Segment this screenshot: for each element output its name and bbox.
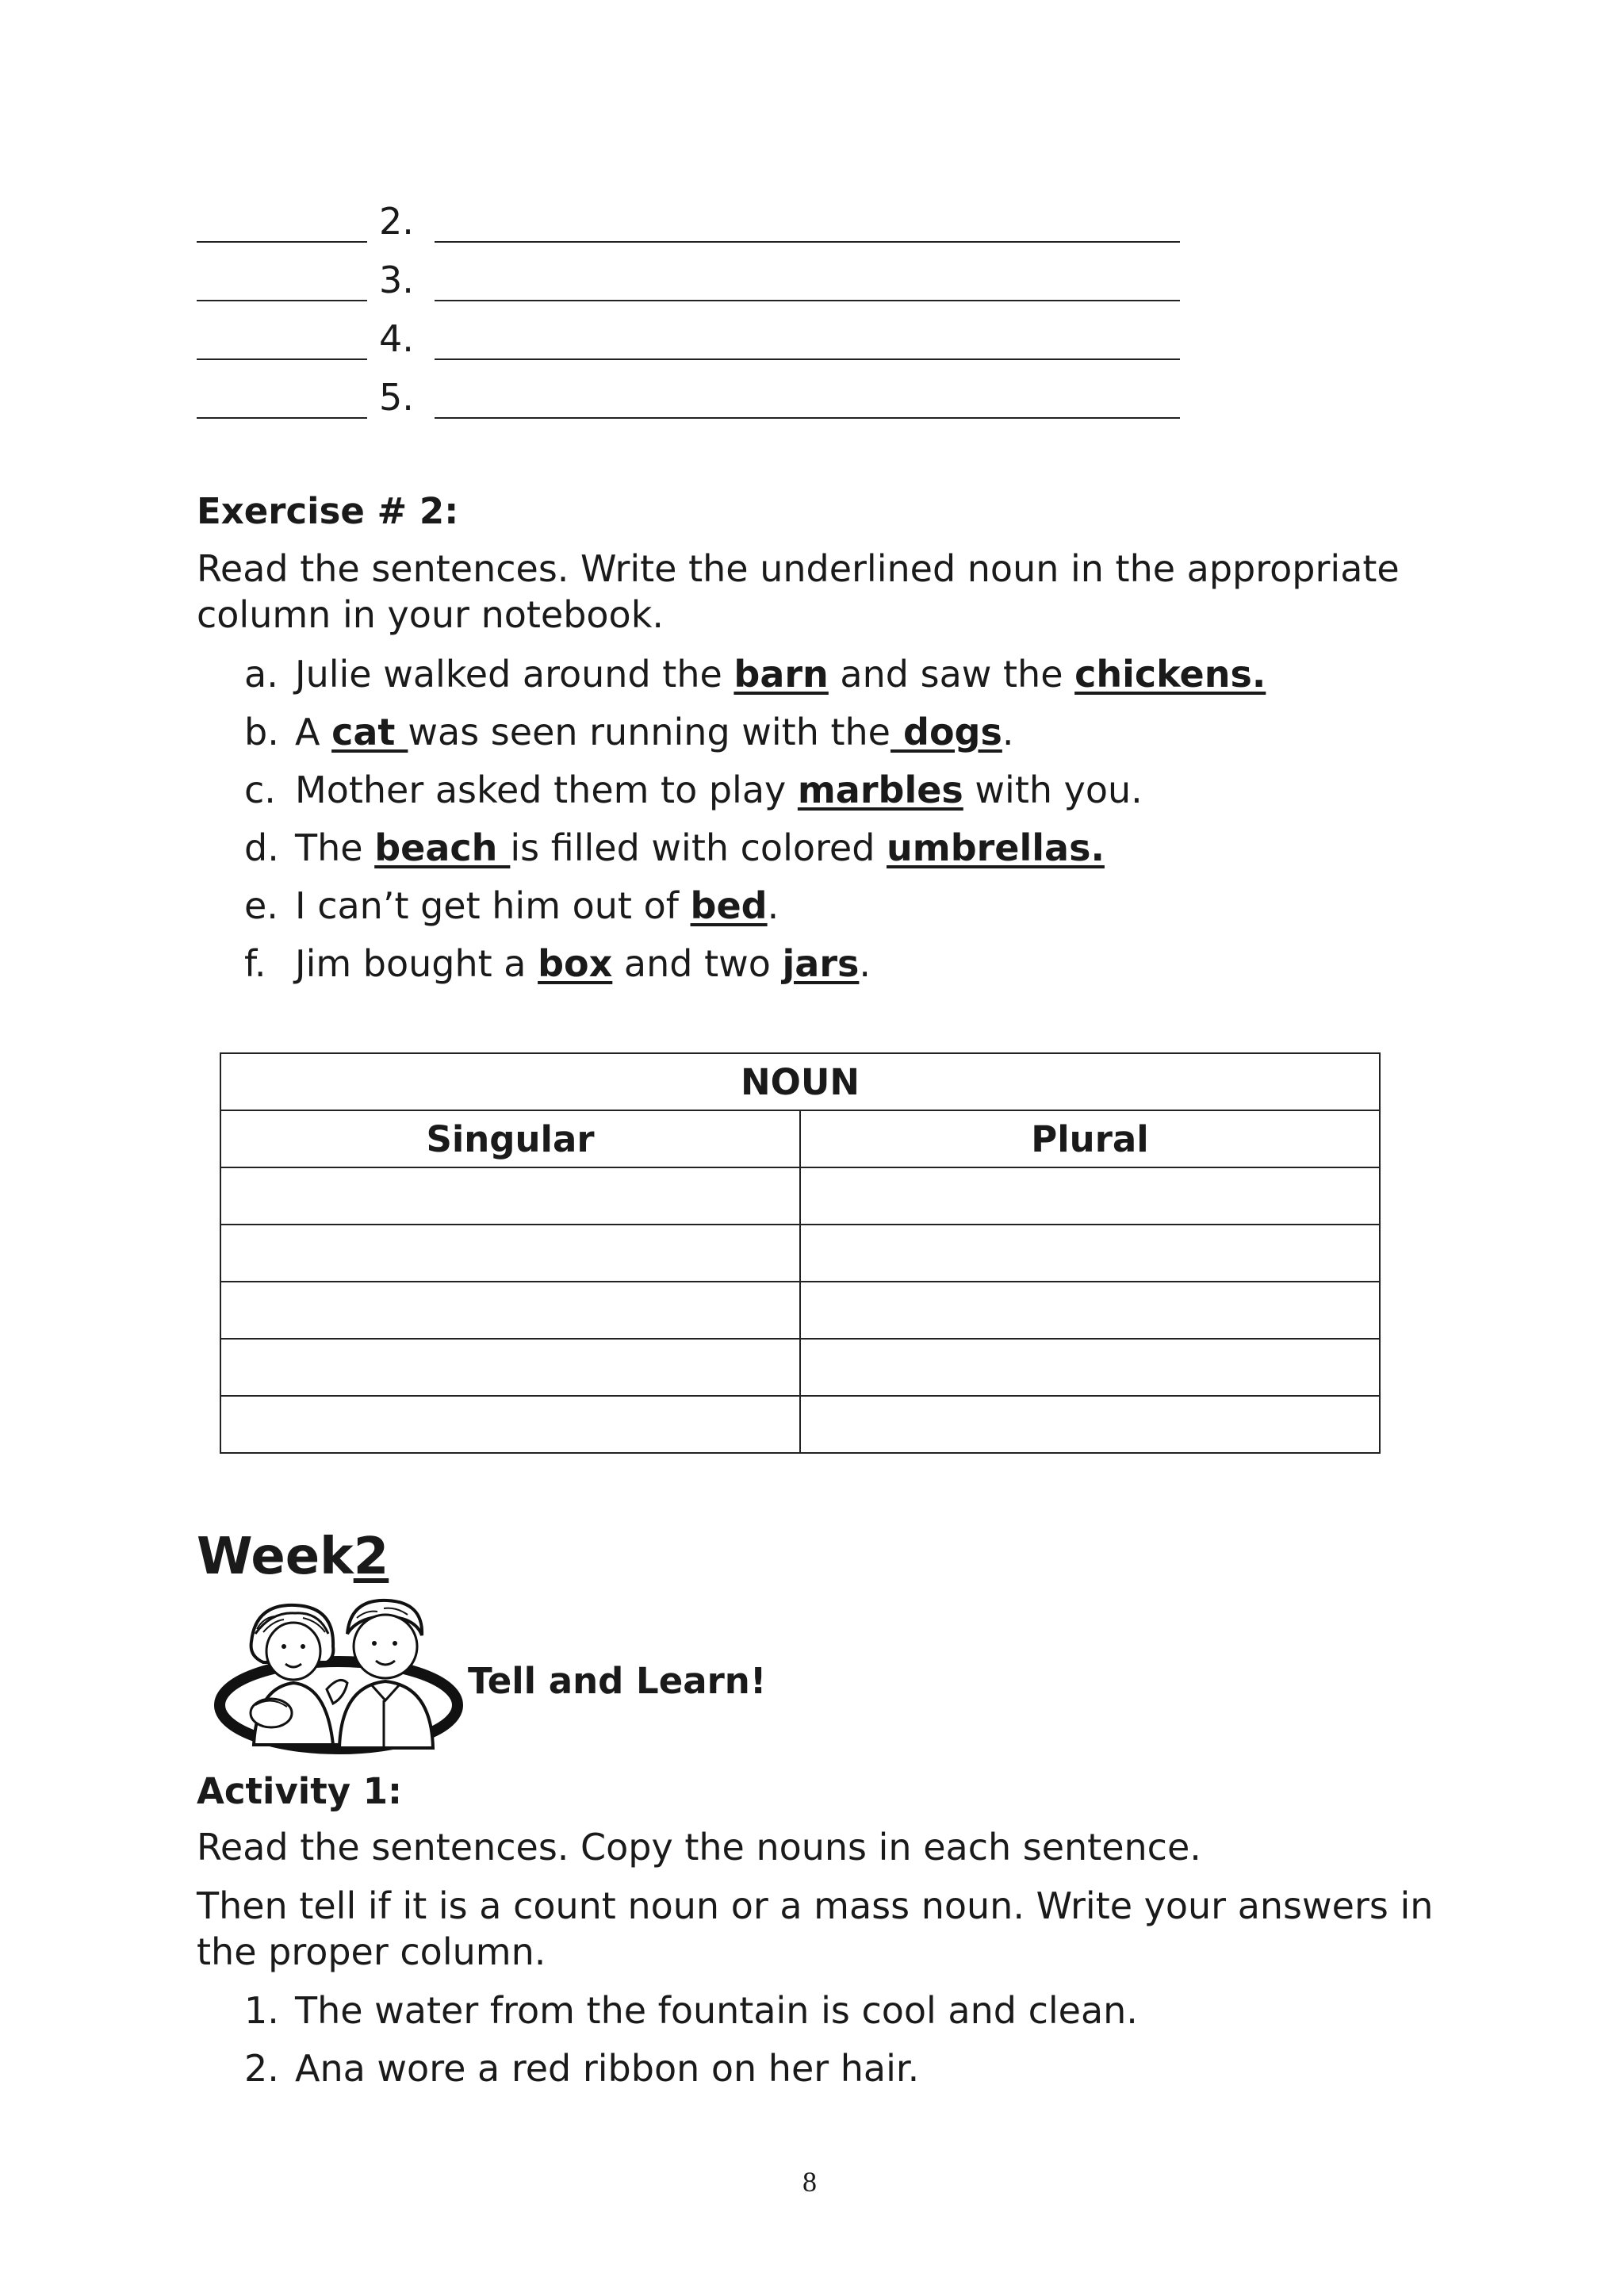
list-item: [244, 768, 1143, 812]
sentence-text: .: [859, 942, 871, 985]
underlined-noun: box: [538, 942, 613, 985]
list-item: [244, 2046, 919, 2091]
list-item: [244, 941, 871, 986]
column-header-singular: Singular: [220, 1110, 800, 1167]
list-marker: 2.: [244, 2047, 279, 2090]
list-marker: a.: [244, 653, 278, 696]
answer-number: 3.: [379, 259, 414, 301]
noun-table: [220, 1052, 1381, 1454]
list-item: [244, 710, 1013, 754]
table-row: [220, 1225, 1380, 1282]
sentence-text: The water from the fountain is cool and clean.: [295, 1989, 1138, 2032]
singular-cell[interactable]: [220, 1167, 800, 1225]
table-header-noun: NOUN: [220, 1053, 1380, 1110]
answer-blank-long[interactable]: [435, 358, 1180, 360]
list-item: [244, 1988, 1138, 2033]
table-row: [220, 1396, 1380, 1453]
underlined-noun: barn: [733, 653, 829, 696]
underlined-noun: dogs: [891, 711, 1002, 753]
activity-title: Activity 1:: [197, 1770, 403, 1812]
underlined-noun: jars: [782, 942, 860, 985]
answer-blank-long[interactable]: [435, 241, 1180, 243]
children-illustration: [208, 1594, 465, 1757]
list-marker: c.: [244, 769, 276, 811]
list-marker: f.: [244, 942, 266, 985]
answer-blank-short[interactable]: [197, 300, 367, 301]
sentence-text: Julie walked around the: [295, 653, 734, 696]
underlined-noun: bed: [690, 884, 768, 927]
answer-blank-short[interactable]: [197, 241, 367, 243]
sentence-text: The: [295, 826, 375, 869]
list-item: [244, 652, 1266, 696]
week-heading: [197, 1527, 389, 1586]
sentence-text: Mother asked them to play: [295, 769, 798, 811]
list-marker: 1.: [244, 1989, 279, 2032]
list-marker: d.: [244, 826, 279, 869]
sentence-text: and two: [612, 942, 783, 985]
activity-instructions: Read the sentences. Copy the nouns in each sentence.: [197, 1826, 1201, 1869]
answer-blank-short[interactable]: [197, 417, 367, 419]
page-number: 8: [802, 2166, 817, 2198]
week-number: 2: [353, 1527, 389, 1586]
exercise-title: Exercise # 2:: [197, 490, 459, 532]
singular-cell[interactable]: [220, 1339, 800, 1396]
answer-line[interactable]: [197, 254, 1180, 301]
table-row: [220, 1167, 1380, 1225]
answer-number: 4.: [379, 317, 414, 360]
exercise-instructions: Read the sentences. Write the underlined noun in the appropriate column in your notebook.: [197, 547, 1400, 636]
list-marker: b.: [244, 711, 279, 753]
underlined-noun: marbles: [797, 769, 963, 811]
list-item: [244, 884, 779, 928]
singular-cell[interactable]: [220, 1282, 800, 1339]
answer-number: 5.: [379, 376, 414, 419]
sentence-text: .: [1002, 711, 1014, 753]
sentence-text: I can’t get him out of: [295, 884, 691, 927]
plural-cell[interactable]: [800, 1339, 1380, 1396]
answer-number: 2.: [379, 200, 414, 243]
week-label: Week: [197, 1527, 354, 1586]
underlined-noun: beach: [374, 826, 511, 869]
underlined-noun: umbrellas.: [887, 826, 1105, 869]
answer-line[interactable]: [197, 195, 1180, 243]
answer-line[interactable]: [197, 371, 1180, 419]
answer-blank-long[interactable]: [435, 300, 1180, 301]
underlined-noun: cat: [331, 711, 408, 753]
list-marker: e.: [244, 884, 278, 927]
sentence-text: A: [295, 711, 332, 753]
singular-cell[interactable]: [220, 1225, 800, 1282]
answer-line[interactable]: [197, 312, 1180, 360]
sentence-text: Jim bought a: [295, 942, 538, 985]
tell-and-learn-label: Tell and Learn!: [468, 1660, 767, 1702]
sentence-text: .: [767, 884, 779, 927]
sentence-text: was seen running with the: [408, 711, 891, 753]
answer-blank-short[interactable]: [197, 358, 367, 360]
table-row: [220, 1282, 1380, 1339]
underlined-noun: chickens.: [1074, 653, 1266, 696]
activity-instructions: Then tell if it is a count noun or a mass noun. Write your answers in the proper column.: [197, 1884, 1434, 1973]
table-row: [220, 1339, 1380, 1396]
singular-cell[interactable]: [220, 1396, 800, 1453]
column-header-plural: Plural: [800, 1110, 1380, 1167]
sentence-text: Ana wore a red ribbon on her hair.: [295, 2047, 920, 2090]
plural-cell[interactable]: [800, 1282, 1380, 1339]
sentence-text: and saw the: [828, 653, 1075, 696]
plural-cell[interactable]: [800, 1167, 1380, 1225]
plural-cell[interactable]: [800, 1225, 1380, 1282]
sentence-text: with you.: [963, 769, 1143, 811]
plural-cell[interactable]: [800, 1396, 1380, 1453]
sentence-text: is filled with colored: [510, 826, 887, 869]
list-item: [244, 826, 1105, 870]
answer-blank-long[interactable]: [435, 417, 1180, 419]
